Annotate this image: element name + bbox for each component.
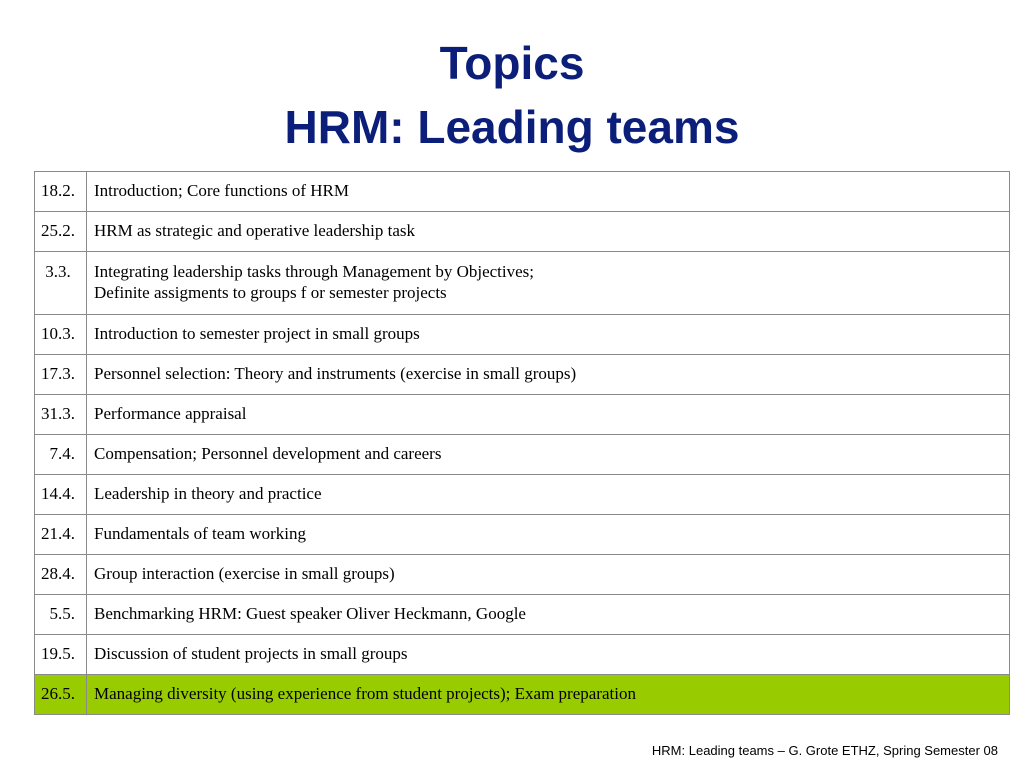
date-text: 3.3. <box>45 262 71 281</box>
table-row <box>35 555 1010 595</box>
date-cell <box>35 252 87 315</box>
topic-cell: Managing diversity (using experience from student projects); Exam preparation <box>87 675 1010 715</box>
topic-cell: Performance appraisal <box>87 395 1010 435</box>
date-cell: 10.3. <box>35 315 87 355</box>
topic-cell: Personnel selection: Theory and instruments (exercise in small groups) <box>87 355 1010 395</box>
table-row <box>35 475 1010 515</box>
date-cell: 14.4. <box>35 475 87 515</box>
table-row <box>35 172 1010 212</box>
date-cell: 19.5. <box>35 635 87 675</box>
topic-cell: Compensation; Personnel development and careers <box>87 435 1010 475</box>
date-cell: 26.5. <box>35 675 87 715</box>
topic-cell: Fundamentals of team working <box>87 515 1010 555</box>
table-row <box>35 315 1010 355</box>
date-cell: 25.2. <box>35 212 87 252</box>
topic-cell: HRM as strategic and operative leadership task <box>87 212 1010 252</box>
topic-line: Definite assigments to groups f or semester projects <box>94 283 447 303</box>
table-row <box>35 435 1010 475</box>
table-row <box>35 252 1010 315</box>
table-row <box>35 595 1010 635</box>
topic-line: Integrating leadership tasks through Management by Objectives; <box>94 262 534 281</box>
date-cell: 31.3. <box>35 395 87 435</box>
topic-cell: Group interaction (exercise in small groups) <box>87 555 1010 595</box>
footer-text: HRM: Leading teams – G. Grote ETHZ, Spring Semester 08 <box>651 743 998 758</box>
slide-subtitle: HRM: Leading teams <box>284 101 740 153</box>
date-text: 5.5. <box>49 604 75 623</box>
topics-table <box>34 171 1010 715</box>
date-cell <box>35 595 87 635</box>
topic-cell: Introduction to semester project in small groups <box>87 315 1010 355</box>
topic-cell <box>87 252 1010 315</box>
slide-title: Topics <box>439 37 585 89</box>
date-cell: 28.4. <box>35 555 87 595</box>
topic-cell: Benchmarking HRM: Guest speaker Oliver Heckmann, Google <box>87 595 1010 635</box>
table-row <box>35 395 1010 435</box>
date-text: 7.4. <box>49 444 75 463</box>
table-row <box>35 212 1010 252</box>
table-row <box>35 355 1010 395</box>
topic-cell: Introduction; Core functions of HRM <box>87 172 1010 212</box>
table-row-highlighted <box>35 675 1010 715</box>
date-cell: 17.3. <box>35 355 87 395</box>
date-cell: 21.4. <box>35 515 87 555</box>
table-row <box>35 635 1010 675</box>
topic-cell: Discussion of student projects in small groups <box>87 635 1010 675</box>
topic-cell: Leadership in theory and practice <box>87 475 1010 515</box>
date-cell <box>35 435 87 475</box>
table-row <box>35 515 1010 555</box>
date-cell: 18.2. <box>35 172 87 212</box>
